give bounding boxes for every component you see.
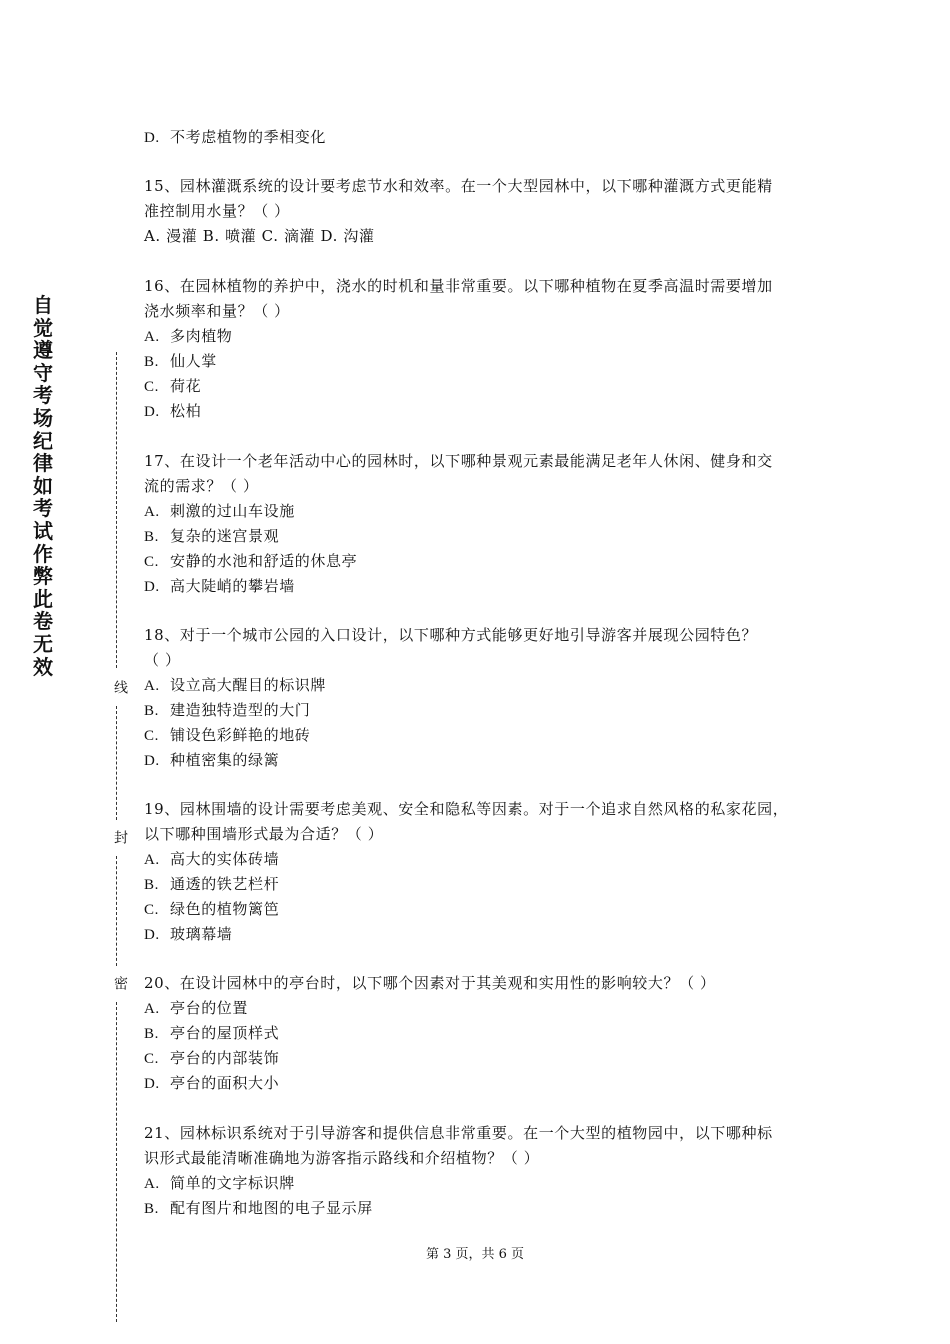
option-text: 亭台的屋顶样式	[170, 1024, 280, 1042]
option-letter: A.	[144, 329, 160, 345]
question-stem: 18、对于一个城市公园的入口设计，以下哪种方式能够更好地引导游客并展现公园特色？	[144, 626, 758, 644]
option-letter: D.	[144, 579, 160, 595]
option-letter: A.	[144, 504, 160, 520]
option-text: 种植密集的绿篱	[170, 751, 280, 769]
option-item	[144, 1047, 279, 1070]
option-item	[144, 550, 357, 573]
option-item	[144, 923, 232, 946]
option-item	[144, 1197, 373, 1220]
dashed-line-segment	[116, 706, 117, 820]
option-text: 铺设色彩鲜艳的地砖	[170, 726, 311, 744]
option-text: 安静的水池和舒适的休息亭	[170, 552, 358, 570]
option-text: 通透的铁艺栏杆	[170, 875, 280, 893]
option-letter: D.	[144, 130, 160, 146]
option-letter: B.	[144, 877, 159, 893]
option-letter: A.	[144, 1176, 160, 1192]
option-text: 高大陡峭的攀岩墙	[170, 577, 295, 595]
option-letter: C.	[144, 379, 159, 395]
exam-discipline-notice: 自觉遵守考场纪律如考试作弊此卷无效	[33, 293, 53, 679]
question-stem: 15、园林灌溉系统的设计要考虑节水和效率。在一个大型园林中，以下哪种灌溉方式更能精	[144, 177, 773, 195]
option-text: 配有图片和地图的电子显示屏	[170, 1199, 373, 1217]
option-item	[144, 997, 248, 1020]
dashed-line-segment	[116, 856, 117, 966]
question-stem: 以下哪种围墙形式最为合适？（ ）	[144, 825, 384, 843]
option-text: 亭台的内部装饰	[170, 1049, 280, 1067]
option-letter: C.	[144, 728, 159, 744]
option-text: 刺激的过山车设施	[170, 502, 295, 520]
option-item	[144, 1172, 295, 1195]
option-item	[144, 525, 279, 548]
question-stem: 流的需求？（ ）	[144, 477, 259, 495]
binding-label-seal: 封	[106, 830, 128, 844]
option-text: 设立高大醒目的标识牌	[170, 676, 327, 694]
option-letter: D.	[144, 927, 160, 943]
option-item	[144, 848, 279, 871]
option-text: 仙人掌	[170, 352, 217, 370]
option-letter: C.	[144, 902, 159, 918]
binding-label-line: 线	[106, 680, 128, 694]
option-text: 简单的文字标识牌	[170, 1174, 295, 1192]
question-stem: 准控制用水量？（ ）	[144, 202, 290, 220]
option-letter: B.	[144, 1201, 159, 1217]
option-item	[144, 325, 232, 348]
option-letter: B.	[144, 529, 159, 545]
dashed-line-segment	[116, 1002, 117, 1322]
option-letter: D.	[144, 753, 160, 769]
option-letter: B.	[144, 1026, 159, 1042]
option-item	[144, 674, 326, 697]
option-text: 亭台的面积大小	[170, 1074, 280, 1092]
option-text: 亭台的位置	[170, 999, 249, 1017]
question-stem: 16、在园林植物的养护中，浇水的时机和量非常重要。以下哪种植物在夏季高温时需要增加	[144, 277, 773, 295]
option-letter: A.	[144, 1001, 160, 1017]
dashed-line-segment	[116, 352, 117, 668]
option-item	[144, 898, 279, 921]
option-item	[144, 400, 201, 423]
page-footer: 第 3 页，共 6 页	[425, 1247, 525, 1262]
option-letter: C.	[144, 554, 159, 570]
question-stem: （ ）	[144, 651, 181, 669]
option-letter: B.	[144, 354, 159, 370]
question-stem: 21、园林标识系统对于引导游客和提供信息非常重要。在一个大型的植物园中，以下哪种标	[144, 1124, 773, 1142]
option-letter: B.	[144, 703, 159, 719]
option-text: 高大的实体砖墙	[170, 850, 280, 868]
option-item	[144, 350, 217, 373]
option-letter: A.	[144, 852, 160, 868]
option-text: 松柏	[170, 402, 202, 420]
option-text: 玻璃幕墙	[170, 925, 233, 943]
option-item	[144, 1072, 279, 1095]
option-item	[144, 873, 279, 896]
option-letter: D.	[144, 404, 160, 420]
option-text: 不考虑植物的季相变化	[170, 128, 327, 146]
option-text: 建造独特造型的大门	[170, 701, 311, 719]
option-letter: A.	[144, 678, 160, 694]
option-item	[144, 749, 279, 772]
option-item	[144, 375, 201, 398]
option-item	[144, 500, 295, 523]
question-stem: 浇水频率和量？（ ）	[144, 302, 290, 320]
option-text: 复杂的迷宫景观	[170, 527, 280, 545]
option-item	[144, 724, 310, 747]
question-stem: 20、在设计园林中的亭台时，以下哪个因素对于其美观和实用性的影响较大？（ ）	[144, 974, 716, 992]
option-text: 荷花	[170, 377, 202, 395]
binding-label-secret: 密	[106, 976, 128, 990]
option-text: 多肉植物	[170, 327, 233, 345]
binding-line	[106, 0, 128, 1344]
option-letter: D.	[144, 1076, 160, 1092]
option-item	[144, 575, 295, 598]
question-stem: 17、在设计一个老年活动中心的园林时，以下哪种景观元素最能满足老年人休闲、健身和交	[144, 452, 773, 470]
question-stem: 19、园林围墙的设计需要考虑美观、安全和隐私等因素。对于一个追求自然风格的私家花园，	[144, 800, 789, 818]
option-item	[144, 1022, 279, 1045]
question-stem: 识形式最能清晰准确地为游客指示路线和介绍植物？（ ）	[144, 1149, 540, 1167]
inline-options: A. 漫灌 B. 喷灌 C. 滴灌 D. 沟灌	[144, 227, 375, 245]
option-item	[144, 699, 310, 722]
option-letter: C.	[144, 1051, 159, 1067]
option-item	[144, 126, 326, 149]
option-text: 绿色的植物篱笆	[170, 900, 280, 918]
